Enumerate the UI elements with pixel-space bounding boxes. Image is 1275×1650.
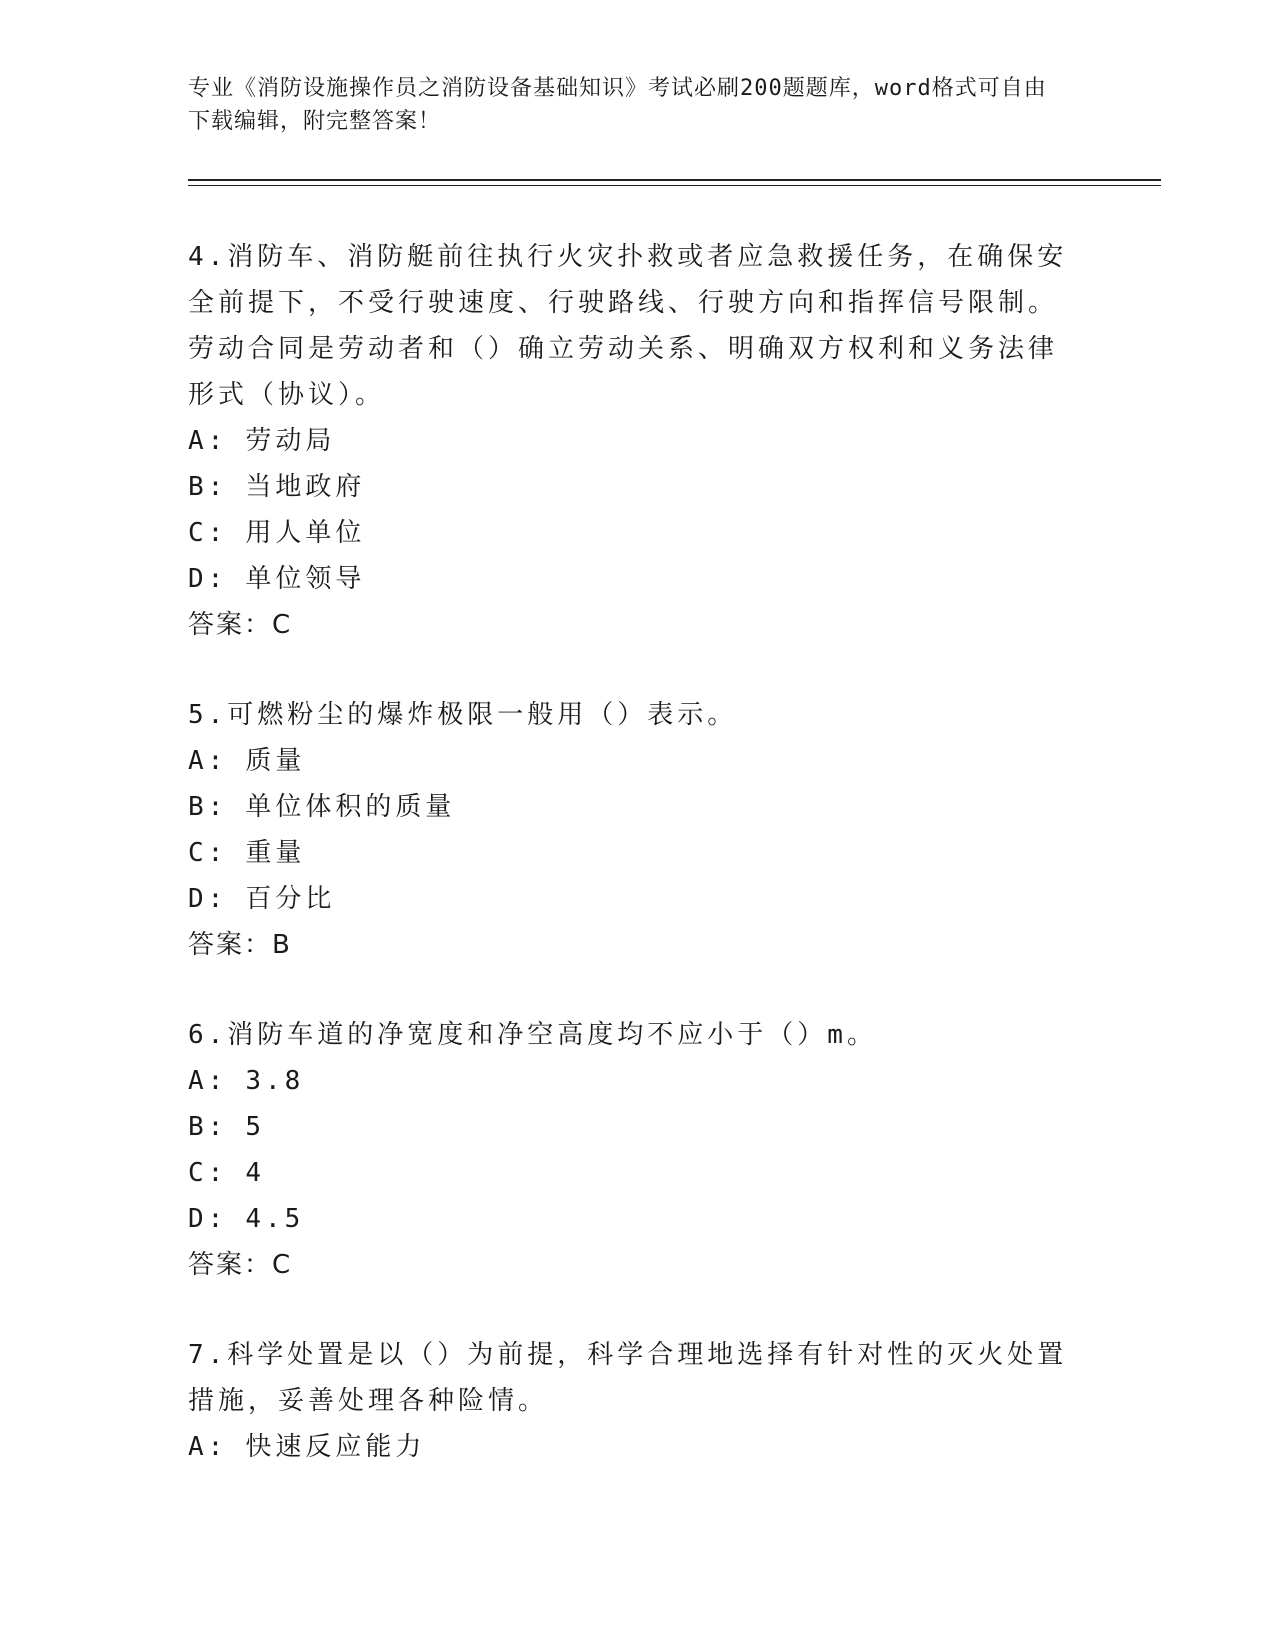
option-text: 单位体积的质量: [245, 792, 456, 822]
question-7: [188, 1332, 1068, 1470]
option-c: [188, 1150, 1068, 1196]
option-b: [188, 784, 1068, 830]
option-a: [188, 1424, 1068, 1470]
option-text: 4.5: [245, 1204, 305, 1234]
question-stem: 7.科学处置是以（）为前提，科学合理地选择有针对性的灭火处置措施，妥善处理各种险情。: [188, 1340, 1068, 1416]
option-letter: D:: [188, 1204, 228, 1234]
option-c: [188, 830, 1068, 876]
option-letter: D:: [188, 884, 228, 914]
option-letter: A:: [188, 426, 228, 456]
option-text: 3.8: [245, 1066, 305, 1096]
option-text: 当地政府: [245, 472, 366, 502]
question-stem: 4.消防车、消防艇前往执行火灾扑救或者应急救援任务，在确保安全前提下，不受行驶速度、行驶路线、行驶方向和指挥信号限制。劳动合同是劳动者和（）确立劳动关系、明确双方权利和义务法律形式（协议）。: [188, 242, 1068, 410]
option-a: [188, 738, 1068, 784]
option-letter: B:: [188, 1112, 228, 1142]
option-text: 5: [245, 1112, 265, 1142]
question-5: [188, 692, 1068, 968]
option-letter: A:: [188, 1432, 228, 1462]
answer-line: 答案：C: [188, 1250, 293, 1280]
option-c: [188, 510, 1068, 556]
option-text: 4: [245, 1158, 265, 1188]
question-stem: 6.消防车道的净宽度和净空高度均不应小于（）m。: [188, 1020, 877, 1050]
option-text: 劳动局: [245, 426, 336, 456]
option-text: 质量: [245, 746, 306, 776]
option-text: 百分比: [245, 884, 336, 914]
option-a: [188, 1058, 1068, 1104]
answer-line: 答案：B: [188, 930, 292, 960]
question-list: [188, 234, 1068, 1470]
header-rule-thick: [188, 179, 1161, 181]
question-4: [188, 234, 1068, 648]
option-a: [188, 418, 1068, 464]
option-letter: B:: [188, 472, 228, 502]
option-letter: C:: [188, 1158, 228, 1188]
option-letter: A:: [188, 746, 228, 776]
option-text: 用人单位: [245, 518, 366, 548]
option-text: 重量: [245, 838, 306, 868]
question-stem: 5.可燃粉尘的爆炸极限一般用（）表示。: [188, 700, 738, 730]
option-letter: D:: [188, 564, 228, 594]
option-letter: C:: [188, 518, 228, 548]
option-text: 快速反应能力: [245, 1432, 426, 1462]
option-b: [188, 464, 1068, 510]
option-b: [188, 1104, 1068, 1150]
option-d: [188, 876, 1068, 922]
option-letter: B:: [188, 792, 228, 822]
question-6: [188, 1012, 1068, 1288]
option-letter: A:: [188, 1066, 228, 1096]
option-d: [188, 556, 1068, 602]
option-d: [188, 1196, 1068, 1242]
header-rule-thin: [188, 185, 1161, 186]
option-text: 单位领导: [245, 564, 366, 594]
option-letter: C:: [188, 838, 228, 868]
answer-line: 答案：C: [188, 610, 293, 640]
document-header: 专业《消防设施操作员之消防设备基础知识》考试必刷200题题库，word格式可自由下载编辑，附完整答案！: [188, 76, 1047, 134]
